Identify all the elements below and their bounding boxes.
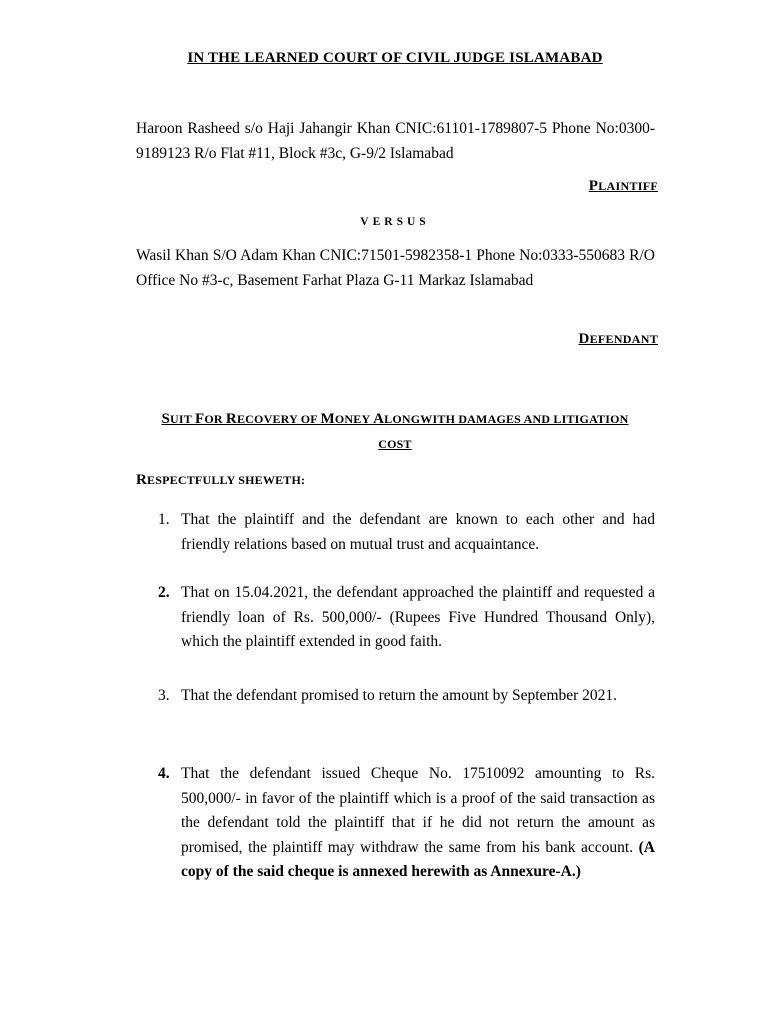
- defendant-details: Wasil Khan S/O Adam Khan CNIC:71501-5982358-1 Phone No:0333-550683 R/O Office No #3-c, Basement Farhat Plaza G-11 Markaz Islamabad: [136, 247, 655, 289]
- suit-title-part: ECOVERY OF: [236, 412, 321, 426]
- versus-heading: VERSUS: [360, 216, 430, 228]
- paragraph-number: 1.: [158, 511, 170, 528]
- paragraph-number: 3.: [158, 687, 170, 704]
- paragraph-text: That the plaintiff and the defendant are known to each other and had friendly relations based on mutual trust and acquaintance.: [181, 511, 655, 553]
- suit-title-part: R: [225, 411, 237, 427]
- paragraph-3: [136, 684, 655, 709]
- paragraph-text: That on 15.04.2021, the defendant approached the plaintiff and requested a friendly loan of Rs. 500,000/- (Rupees Five Hundred Thousand Only), which the plaintiff extended in good faith.: [181, 584, 655, 650]
- plaintiff-label-rest: LAINTIFF: [598, 179, 658, 193]
- paragraph-2: [136, 581, 655, 655]
- sheweth-rest: ESPECTFULLY SHEWETH:: [147, 473, 306, 487]
- paragraph-text: That the defendant promised to return the amount by September 2021.: [181, 687, 618, 704]
- paragraph-number: 4.: [158, 765, 170, 782]
- suit-title-part: S: [161, 411, 170, 427]
- respectfully-sheweth-heading: [136, 472, 305, 489]
- suit-title-part: ONEY: [334, 412, 374, 426]
- annexure-note: (A copy of the said cheque is annexed herewith as Annexure-A.): [181, 838, 655, 880]
- paragraph-number: 2.: [158, 584, 170, 601]
- suit-title-part: A: [373, 411, 385, 427]
- defendant-label: [578, 331, 658, 348]
- defendant-label-cap: D: [578, 331, 590, 347]
- plaintiff-details: Haroon Rasheed s/o Haji Jahangir Khan CNIC:61101-1789807-5 Phone No:0300-9189123 R/o Flat #11, Block #3c, G-9/2 Islamabad: [136, 120, 655, 162]
- suit-title-part: M: [320, 411, 335, 427]
- plaintiff-label-cap: P: [588, 178, 599, 194]
- suit-title-part: OR: [204, 412, 226, 426]
- defendant-label-rest: EFENDANT: [589, 332, 658, 346]
- court-title: IN THE LEARNED COURT OF CIVIL JUDGE ISLAMABAD: [187, 50, 603, 66]
- suit-title-part: LONGWITH DAMAGES AND LITIGATION COST: [378, 412, 629, 451]
- paragraph-text: That the defendant issued Cheque No. 17510092 amounting to Rs. 500,000/- in favor of the plaintiff which is a proof of the said transaction as the defendant told the plaintiff that if he did not return the amount as promised, the plaintiff may withdraw the same from his bank account.: [181, 765, 655, 856]
- sheweth-cap: R: [136, 472, 148, 488]
- paragraph-text-container: [181, 762, 655, 885]
- suit-title: [160, 407, 630, 457]
- suit-title-part: F: [194, 411, 205, 427]
- suit-title-part: UIT: [170, 412, 195, 426]
- paragraph-1: [136, 508, 655, 557]
- plaintiff-label: [589, 178, 658, 195]
- paragraph-4: [136, 762, 655, 885]
